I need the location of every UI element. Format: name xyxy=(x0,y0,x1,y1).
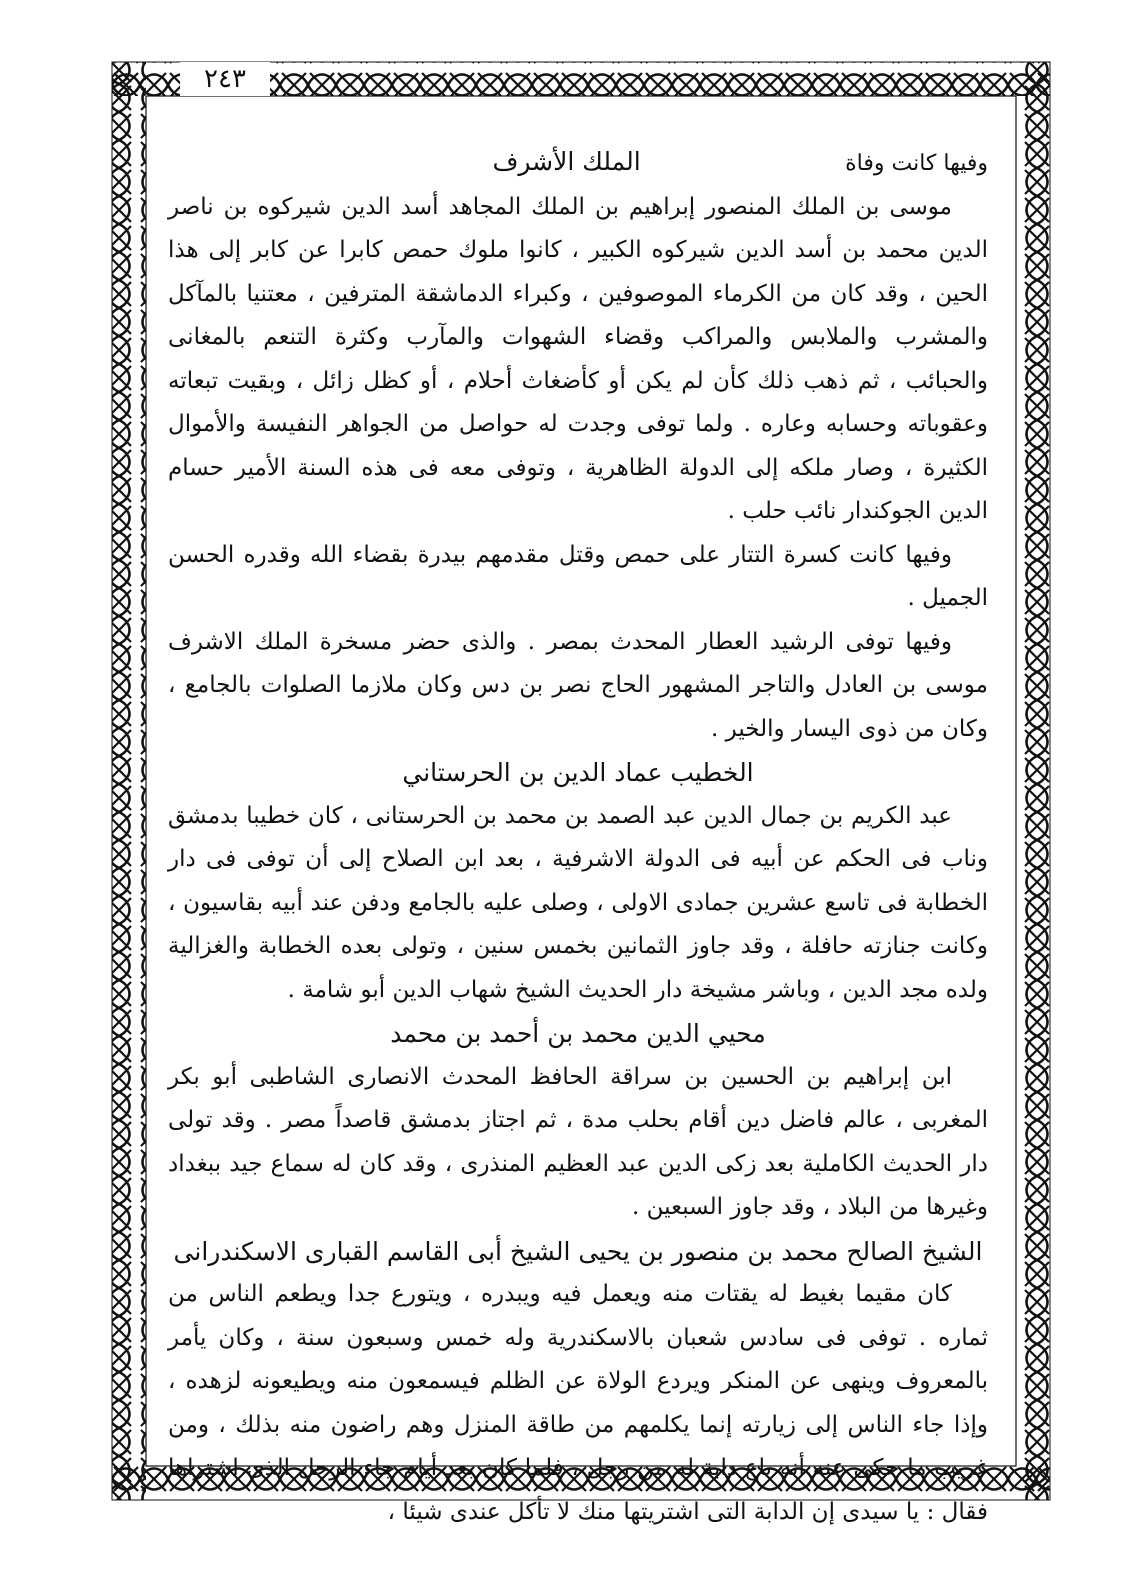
paragraph-tatar-defeat: وفيها كانت كسرة التتار على حمص وقتل مقدمهم بيدرة بقضاء الله وقدره الحسن الجميل . xyxy=(168,541,988,611)
paragraph-qabbari: كان مقيما بغيط له يقتات منه ويعمل فيه ويبدره ، ويتورع جدا ويطعم الناس من ثماره . توفى فى سادس شعبان بالاسكندرية وله خمس وسبعون سنة ، وكان يأمر بالمعروف وينهى عن المنكر ويردع الولاة عن الظلم فيسمعون منه ويطيعونه لزهده ، وإذا جاء الناس إلى زيارته إنما يكلمهم من طاقة المنزل وهم راضون منه بذلك ، ومن غريب ما حكى عنه أنه باع دابة له من رجل ، فلما كان بعد أيام جاء الرجل الذى اشتراها فقال : يا سيدى إن الدابة التى اشتريتها منك لا تأكل عندى شيئا ، xyxy=(168,1281,988,1525)
paragraph-harastani: عبد الكريم بن جمال الدين عبد الصمد بن محمد بن الحرستانى ، كان خطيبا بدمشق وناب فى الحكم عن أبيه فى الدولة الاشرفية ، بعد ابن الصلاح إلى أن توفى فى دار الخطابة فى تاسع عشرين جمادى الاولى ، وصلى عليه بالجامع ودفن عند أبيه بقاسيون ، وكانت جنازته حافلة ، وقد جاوز الثمانين بخمس سنين ، وتولى بعده الخطابة والغزالية ولده مجد الدين ، وباشر مشيخة دار الحديث الشيخ شهاب الدين أبو شامة . xyxy=(168,802,988,1003)
section-title-muhyi-al-din: محيي الدين محمد بن أحمد بن محمد xyxy=(390,1019,766,1048)
intro-lead: وفيها كانت وفاة xyxy=(845,151,988,176)
section-title-harastani: الخطيب عماد الدين بن الحرستاني xyxy=(402,758,754,787)
page-body xyxy=(168,140,988,1525)
paragraph-al-ashraf: موسى بن الملك المنصور إبراهيم بن الملك المجاهد أسد الدين شيركوه بن ناصر الدين محمد بن أسد الدين شيركوه الكبير ، كانوا ملوك حمص كابرا عن كابر إلى هذا الحين ، وقد كان من الكرماء الموصوفين ، وكبراء الدماشقة المترفين ، معتنيا بالمآكل والمشرب والملابس والمراكب وقضاء الشهوات والمآرب وكثرة التنعم بالمغانى والحبائب ، ثم ذهب ذلك كأن لم يكن أو كأضغاث أحلام ، أو كظل زائل ، وبقيت تبعاته وعقوباته وحسابه وعاره . ولما توفى وجدت له حواصل من الجواهر النفيسة والأموال الكثيرة ، وصار ملكه إلى الدولة الظاهرية ، وتوفى معه فى هذه السنة الأمير حسام الدين الجوكندار نائب حلب . xyxy=(168,193,988,524)
border-right xyxy=(1016,62,1050,1500)
border-left xyxy=(112,62,146,1500)
section-title-al-ashraf: الملك الأشرف xyxy=(492,147,641,176)
intro-line xyxy=(168,140,988,186)
page-number: ٢٤٣ xyxy=(180,62,270,96)
paragraph-muhyi-al-din: ابن إبراهيم بن الحسين بن سراقة الحافظ المحدث الانصارى الشاطبى أبو بكر المغربى ، عالم فاضل دين أقام بحلب مدة ، ثم اجتاز بدمشق قاصداً مصر . وقد تولى دار الحديث الكاملية بعد زكى الدين عبد العظيم المنذرى ، وقد كان له سماع جيد ببغداد وغيرها من البلاد ، وقد جاوز السبعين . xyxy=(168,1063,988,1220)
paragraph-rashid-attar: وفيها توفى الرشيد العطار المحدث بمصر . والذى حضر مسخرة الملك الاشرف موسى بن العادل والتاجر المشهور الحاج نصر بن دس وكان ملازما الصلوات بالجامع ، وكان من ذوى اليسار والخير . xyxy=(168,628,988,742)
section-title-qabbari: الشيخ الصالح محمد بن منصور بن يحيى الشيخ أبى القاسم القبارى الاسكندرانى xyxy=(173,1236,983,1266)
